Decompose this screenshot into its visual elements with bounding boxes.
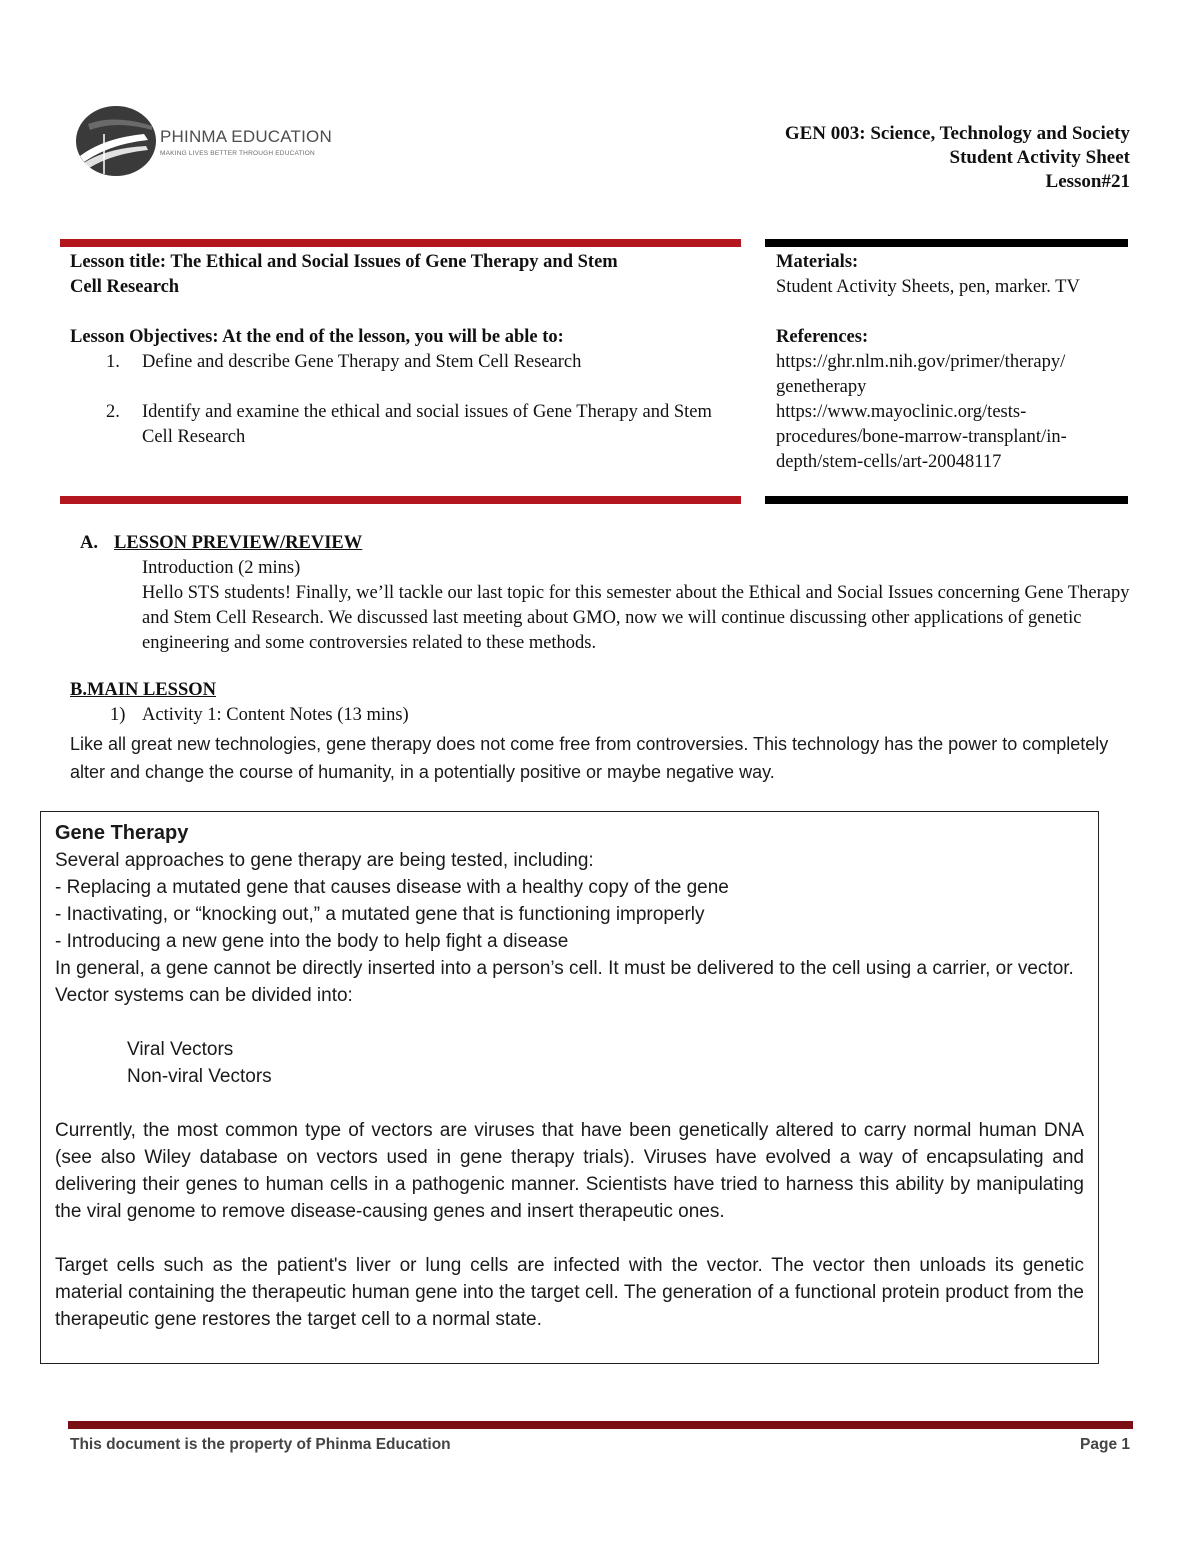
section-heading: B.MAIN LESSON <box>70 680 216 700</box>
gene-paragraph-1: Currently, the most common type of vectors are viruses that have been genetically altered to carry normal human DNA (see also Wiley database on vectors used in gene therapy trials). Viruses have evolved a way of encapsulating and delivering their genes to human cells in a pathogenic manner. Scientists have tried to harness this ability by manipulating the viral genome to remove disease-causing genes and insert therapeutic ones. <box>55 1120 1084 1222</box>
materials-heading: Materials: <box>776 252 859 272</box>
section-heading: LESSON PREVIEW/REVIEW <box>114 533 363 553</box>
objective-number: 2. <box>106 402 120 422</box>
materials-box <box>776 250 1126 475</box>
logo-book-icon <box>74 104 158 178</box>
objective-text: Define and describe Gene Therapy and Stem Cell Research <box>142 352 582 372</box>
activity-number: 1) <box>110 705 126 725</box>
section-main-lesson <box>70 678 1130 786</box>
lesson-title-line1: Lesson title: The Ethical and Social Issues of Gene Therapy and Stem <box>70 252 618 272</box>
header-info <box>785 122 1130 194</box>
lesson-box <box>70 250 740 450</box>
gene-line: - Introducing a new gene into the body to help fight a disease <box>55 931 569 952</box>
reference-line[interactable]: https://www.mayoclinic.org/tests- <box>776 402 1027 422</box>
section-lesson-preview <box>70 531 1130 656</box>
vector-item: Non-viral Vectors <box>127 1066 272 1087</box>
reference-line[interactable]: genetherapy <box>776 377 867 397</box>
lesson-title-line2: Cell Research <box>70 277 180 297</box>
objectives-heading: Lesson Objectives: At the end of the lesson, you will be able to: <box>70 327 564 347</box>
footer-ownership: This document is the property of Phinma Education <box>70 1436 451 1453</box>
objectives-list <box>70 350 740 450</box>
objective-text: Identify and examine the ethical and social issues of Gene Therapy and Stem Cell Research <box>142 402 712 447</box>
activity-item <box>70 703 1130 728</box>
course-title: GEN 003: Science, Technology and Society <box>784 123 1130 144</box>
lesson-number: Lesson#21 <box>1045 171 1130 192</box>
reference-line[interactable]: procedures/bone-marrow-transplant/in- <box>776 427 1067 447</box>
materials-text: Student Activity Sheets, pen, marker. TV <box>776 277 1080 297</box>
gene-therapy-box <box>40 811 1099 1364</box>
references-heading: References: <box>776 327 869 347</box>
intro-label: Introduction (2 mins) <box>142 558 301 578</box>
phinma-logo <box>74 104 344 178</box>
intro-body: Hello STS students! Finally, we’ll tackle our last topic for this semester about the Ethical and Social Issues concerning Gene Therapy and Stem Cell Research. We discussed last meeting about GMO, now we will continue discussing other applications of genetic engineering and some controversies related to these methods. <box>142 583 1130 653</box>
list-item <box>70 350 740 375</box>
reference-line[interactable]: depth/stem-cells/art-20048117 <box>776 452 1002 472</box>
sheet-title: Student Activity Sheet <box>949 147 1130 168</box>
section-letter: A. <box>80 533 98 553</box>
gene-line: - Inactivating, or “knocking out,” a mutated gene that is functioning improperly <box>55 904 705 925</box>
list-item <box>70 400 740 450</box>
lesson-top-bar <box>60 239 741 247</box>
logo-name: PHINMA EDUCATION <box>160 127 332 146</box>
gene-general-text: In general, a gene cannot be directly inserted into a person’s cell. It must be delivered to the cell using a carrier, or vector. Vector systems can be divided into: <box>55 958 1074 1006</box>
activity-label: Activity 1: Content Notes (13 mins) <box>142 705 409 725</box>
materials-top-bar <box>765 239 1128 247</box>
logo-tagline: MAKING LIVES BETTER THROUGH EDUCATION <box>160 150 315 157</box>
gene-paragraph-2: Target cells such as the patient's liver or lung cells are infected with the vector. The vector then unloads its genetic material containing the therapeutic human gene into the target cell. The generation of a functional protein product from the therapeutic gene restores the target cell to a normal state. <box>55 1255 1084 1330</box>
main-lesson-paragraph: Like all great new technologies, gene therapy does not come free from controversies. This technology has the power to completely alter and change the course of humanity, in a potentially positive or maybe negative way. <box>70 734 1109 782</box>
vector-item: Viral Vectors <box>127 1039 234 1060</box>
gene-line: Several approaches to gene therapy are being tested, including: <box>55 850 594 871</box>
gene-line: - Replacing a mutated gene that causes disease with a healthy copy of the gene <box>55 877 729 898</box>
materials-bottom-bar <box>765 496 1128 504</box>
page-number: Page 1 <box>1080 1436 1130 1453</box>
gene-therapy-title: Gene Therapy <box>55 822 189 844</box>
objective-number: 1. <box>106 352 120 372</box>
reference-line[interactable]: https://ghr.nlm.nih.gov/primer/therapy/ <box>776 352 1066 372</box>
footer-bar <box>68 1421 1133 1429</box>
lesson-bottom-bar <box>60 496 741 504</box>
